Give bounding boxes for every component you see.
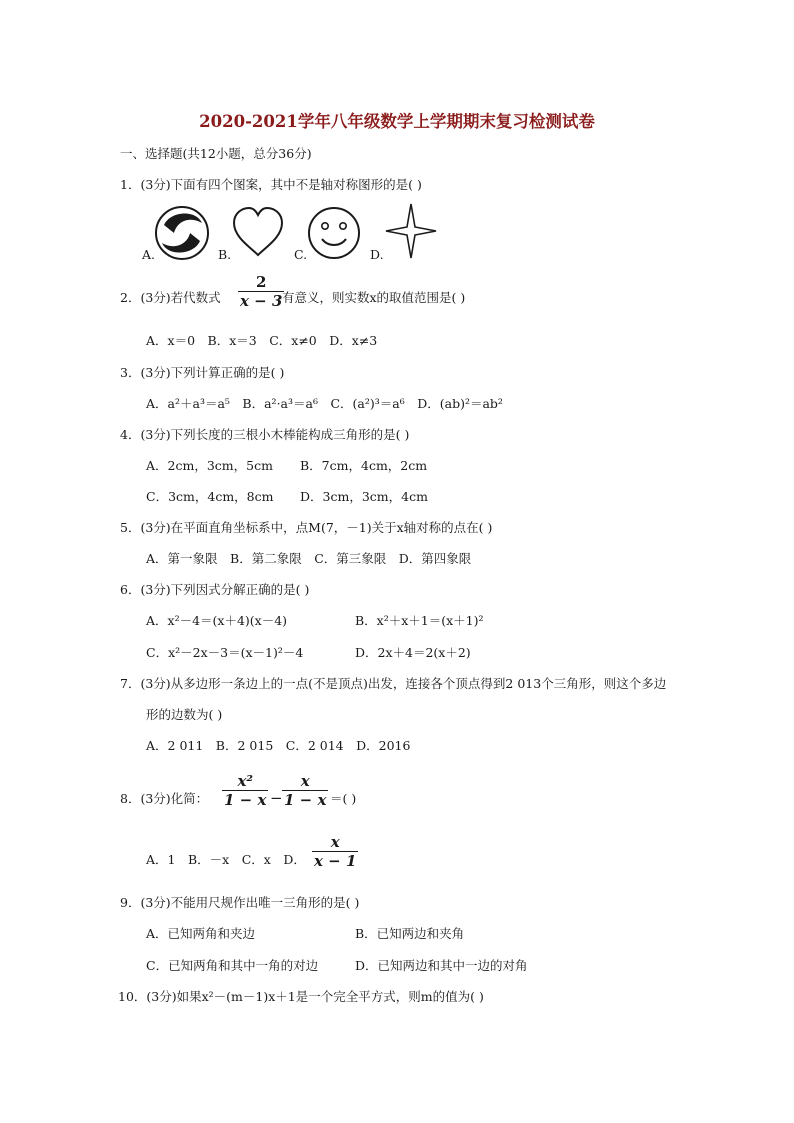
q8-fraction-2: [282, 772, 328, 809]
q4-option-c: C．3cm，4cm，8cm: [146, 489, 274, 504]
question-2-options: A．x＝0 B．x＝3 C．x≠0 D．x≠3: [146, 333, 378, 348]
question-3-options: A．a²＋a³＝a⁵ B．a²·a³＝a⁶ C．(a²)³＝a⁶ D．(ab)²＝ab²: [146, 396, 503, 411]
q8-fraction-2-denominator: 1 − x: [284, 791, 327, 809]
q4-option-d: D．3cm，3cm，4cm: [300, 489, 428, 504]
heart-figure: [230, 205, 286, 259]
q4-option-a: A．2cm，3cm，5cm: [146, 458, 273, 473]
q8-fraction-1-numerator: x²: [237, 772, 253, 790]
question-8-stem-after: ＝( ): [330, 791, 357, 806]
q2-fraction: [238, 273, 284, 310]
q6-option-c: C．x²－2x－3＝(x－1)²－4: [146, 645, 304, 660]
question-8-stem-before: 8．(3分)化简：: [120, 791, 209, 806]
q8-fraction-2-numerator: x: [300, 772, 310, 790]
question-2-stem-after: 有意义，则实数x的取值范围是( ): [282, 290, 466, 305]
q6-option-d: D．2x＋4＝2(x＋2): [355, 645, 471, 660]
question-8-options: A．1 B．－x C．x D．: [146, 852, 306, 867]
q2-fraction-numerator: 2: [255, 273, 267, 291]
question-9-stem: 9．(3分)不能用尺规作出唯一三角形的是( ): [120, 895, 360, 910]
q1-option-b-label: B.: [218, 247, 232, 262]
q9-option-d: D．已知两边和其中一边的对角: [355, 958, 528, 973]
question-3-stem: 3．(3分)下列计算正确的是( ): [120, 365, 285, 380]
four-point-star-figure: [384, 202, 438, 260]
question-10-stem: 10．(3分)如果x²－(m－1)x＋1是一个完全平方式，则m的值为( ): [118, 989, 484, 1004]
question-6-stem: 6．(3分)下列因式分解正确的是( ): [120, 582, 310, 597]
q8-option-d-denominator: x − 1: [314, 852, 357, 870]
q2-fraction-denominator: x − 3: [240, 292, 283, 310]
question-2-stem-before: 2．(3分)若代数式: [120, 290, 221, 305]
question-5-options: A．第一象限 B．第二象限 C．第三象限 D．第四象限: [146, 551, 472, 566]
q1-option-a-label: A.: [142, 247, 156, 262]
q9-option-c: C．已知两角和其中一角的对边: [146, 958, 319, 973]
q1-option-d-label: D.: [370, 247, 384, 262]
question-5-stem: 5．(3分)在平面直角坐标系中，点M(7，－1)关于x轴对称的点在( ): [120, 520, 493, 535]
q4-option-b: B．7cm，4cm，2cm: [300, 458, 428, 473]
q8-minus-sign: −: [270, 789, 283, 807]
q8-fraction-1-denominator: 1 − x: [224, 791, 267, 809]
question-7-options: A．2 011 B．2 015 C．2 014 D．2016: [146, 738, 411, 753]
q9-option-b: B．已知两边和夹角: [355, 926, 465, 941]
smiley-face-figure: [306, 205, 362, 261]
section-heading: 一、选择题(共12小题，总分36分): [120, 146, 312, 161]
q8-option-d-fraction: [312, 833, 358, 870]
question-7-stem-line2: 形的边数为( ): [146, 707, 223, 722]
question-4-stem: 4．(3分)下列长度的三根小木棒能构成三角形的是( ): [120, 427, 410, 442]
swirl-logo-figure: [152, 203, 212, 263]
question-1-stem: 1．(3分)下面有四个图案，其中不是轴对称图形的是( ): [120, 177, 422, 192]
q8-option-d-numerator: x: [330, 833, 340, 851]
q6-option-a: A．x²－4＝(x＋4)(x－4): [146, 613, 288, 628]
page-title: 2020-2021学年八年级数学上学期期末复习检测试卷: [199, 112, 595, 131]
question-7-stem-line1: 7．(3分)从多边形一条边上的一点(不是顶点)出发，连接各个顶点得到2 013个三角形，则这个多边: [120, 676, 667, 691]
q1-option-c-label: C.: [294, 247, 308, 262]
q9-option-a: A．已知两角和夹边: [146, 926, 256, 941]
q8-fraction-1: [222, 772, 268, 809]
q6-option-b: B．x²＋x＋1＝(x＋1)²: [355, 613, 484, 628]
